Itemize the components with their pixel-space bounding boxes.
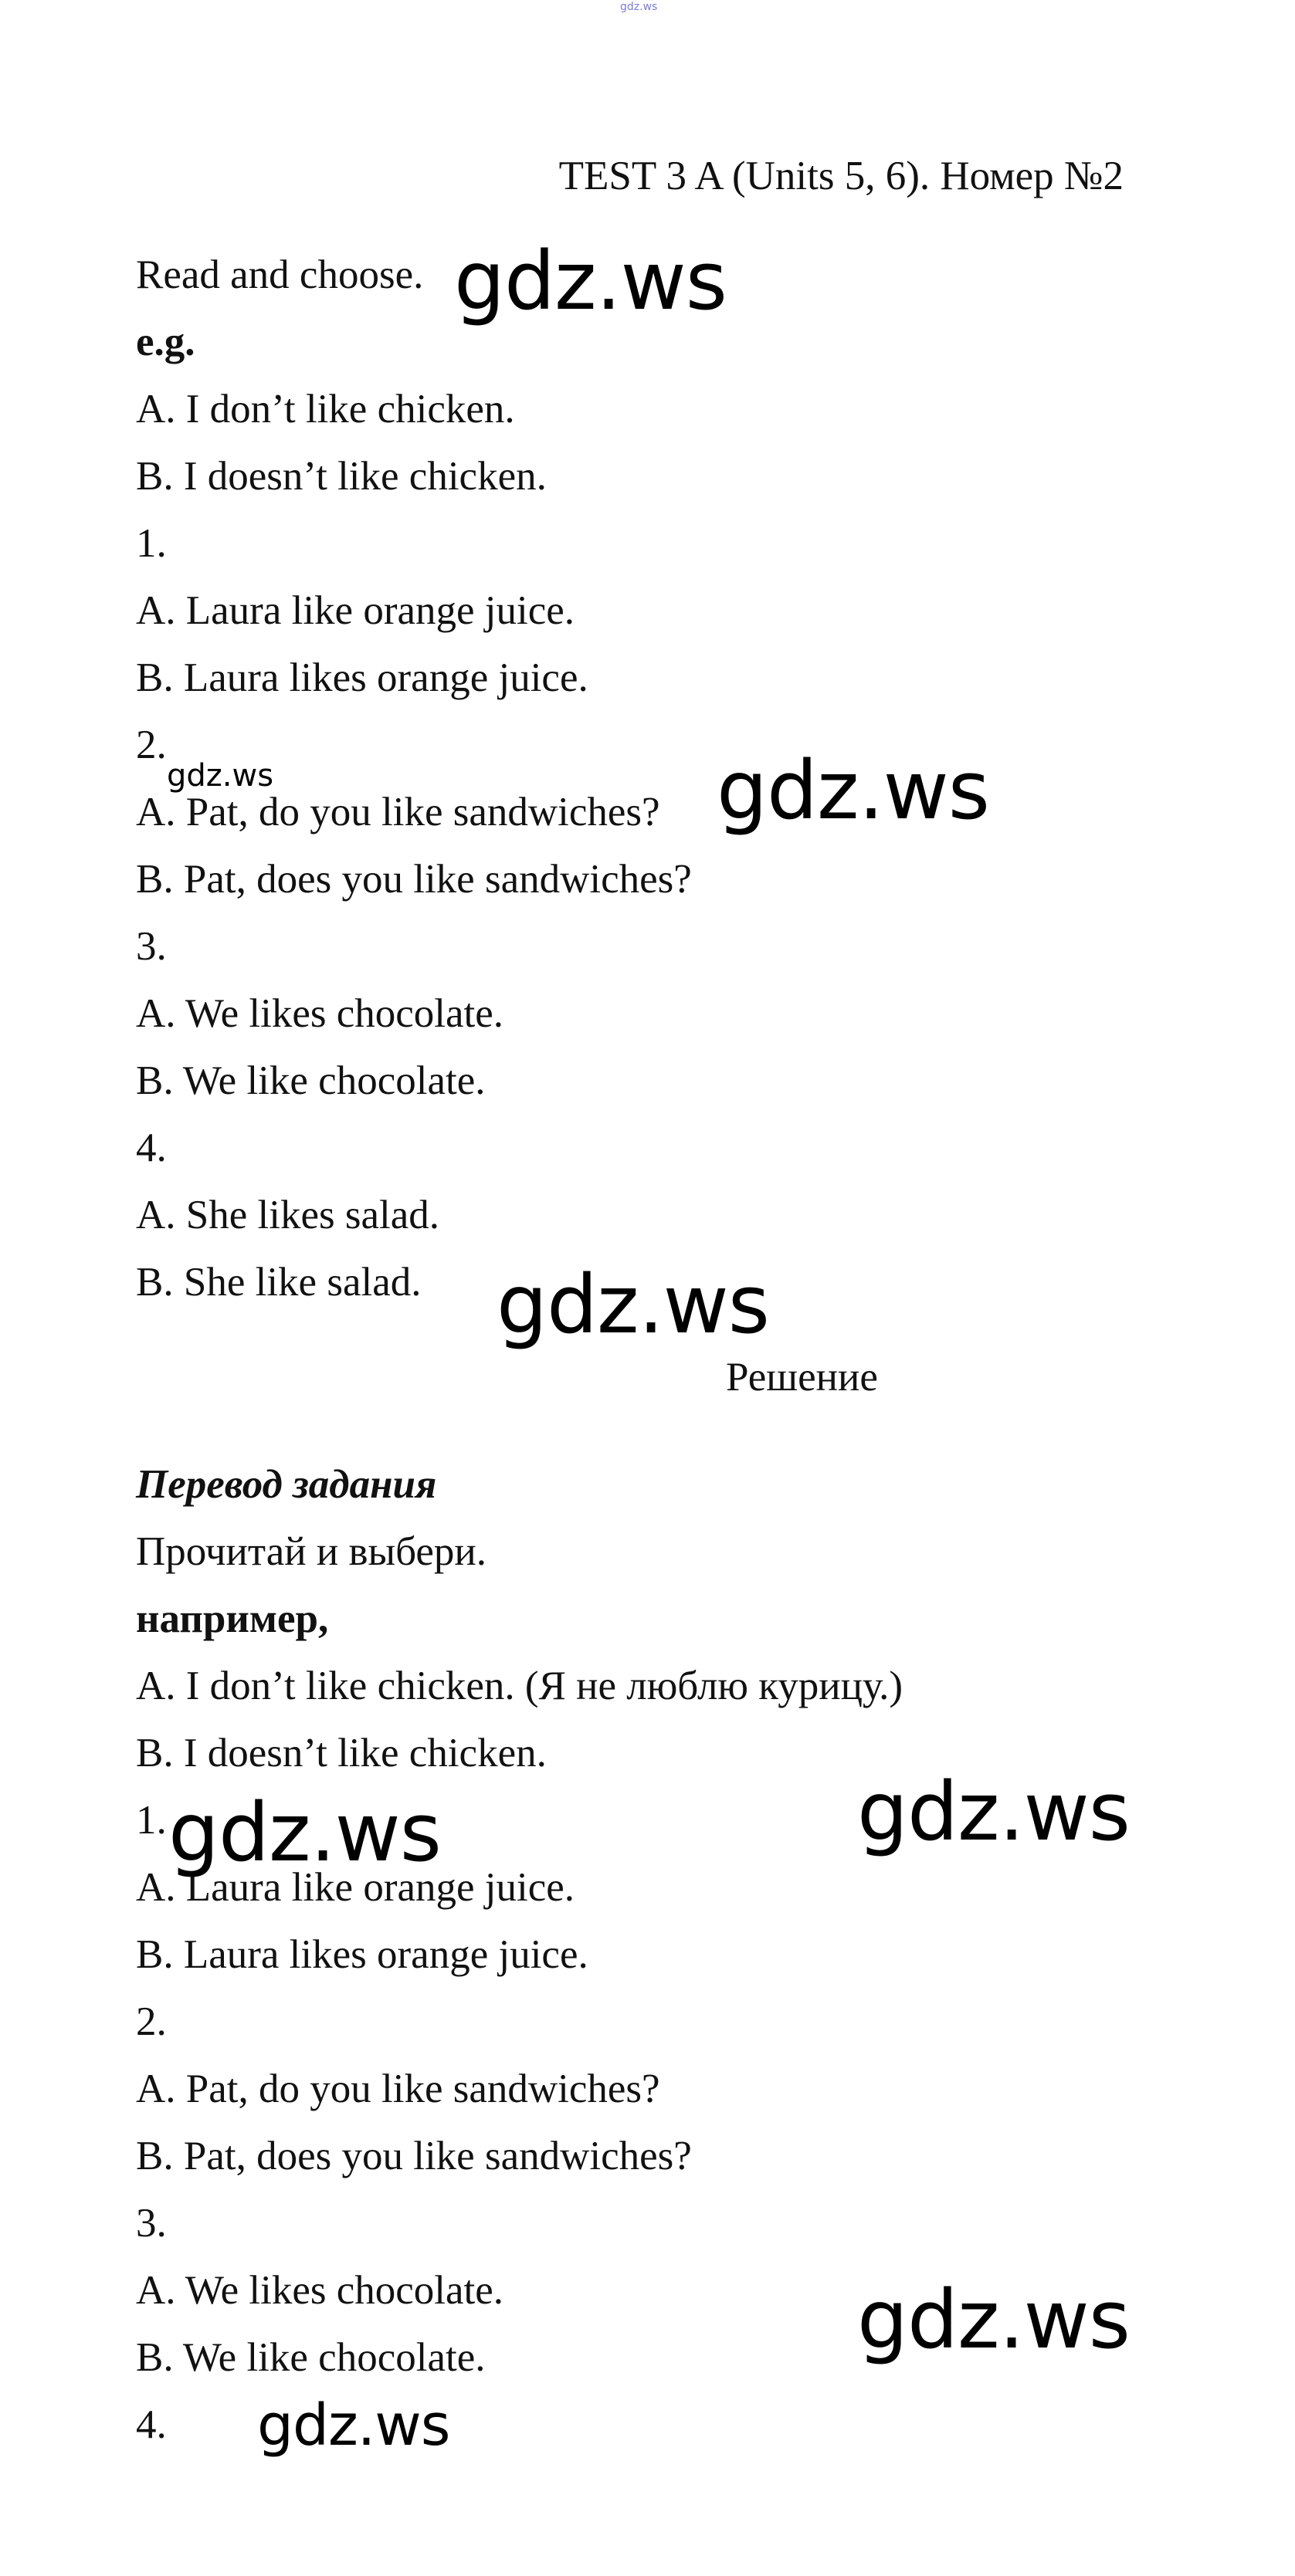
watermark: gdz.ws bbox=[497, 1258, 769, 1352]
watermark: gdz.ws bbox=[857, 1765, 1130, 1859]
task-line: B. Pat, does you like sandwiches? bbox=[136, 857, 692, 902]
watermark: gdz.ws bbox=[717, 743, 989, 838]
watermark: gdz.ws bbox=[857, 2273, 1130, 2367]
solution-heading: Решение bbox=[726, 1355, 878, 1400]
translation-example-label: например, bbox=[136, 1596, 329, 1641]
task-number: 3. bbox=[136, 924, 167, 969]
solution-line: A. Pat, do you like sandwiches? bbox=[136, 2067, 660, 2111]
task-line: A. Laura like orange juice. bbox=[136, 588, 575, 633]
solution-line: B. I doesn’t like chicken. bbox=[136, 1731, 547, 1775]
task-line: A. Pat, do you like sandwiches? bbox=[136, 790, 660, 834]
watermark: gdz.ws bbox=[454, 234, 727, 328]
solution-line: A. We likes chocolate. bbox=[136, 2268, 504, 2313]
solution-number: 3. bbox=[136, 2201, 167, 2246]
page-title: TEST 3 A (Units 5, 6). Номер №2 bbox=[558, 154, 1124, 198]
task-example-label: e.g. bbox=[136, 320, 195, 364]
task-line: A. We likes chocolate. bbox=[136, 991, 504, 1036]
solution-number: 2. bbox=[136, 1999, 167, 2044]
watermark: gdz.ws bbox=[257, 2392, 450, 2459]
solution-line: B. We like chocolate. bbox=[136, 2335, 486, 2380]
translation-heading: Перевод задания bbox=[136, 1462, 437, 1507]
solution-line: B. Pat, does you like sandwiches? bbox=[136, 2134, 692, 2178]
task-line: B. Laura likes orange juice. bbox=[136, 655, 588, 700]
task-line: B. We like chocolate. bbox=[136, 1058, 486, 1103]
solution-number: 1. bbox=[136, 1798, 167, 1843]
task-line: B. I doesn’t like chicken. bbox=[136, 454, 547, 499]
translation-instruction: Прочитай и выбери. bbox=[136, 1529, 487, 1574]
watermark: gdz.ws bbox=[167, 758, 274, 794]
solution-line: A. I don’t like chicken. (Я не люблю курицу.) bbox=[136, 1664, 903, 1708]
task-number: 4. bbox=[136, 1126, 167, 1170]
task-number: 2. bbox=[136, 723, 167, 767]
top-watermark: gdz.ws bbox=[620, 1, 658, 13]
task-line: A. I don’t like chicken. bbox=[136, 387, 515, 432]
task-instruction: Read and choose. bbox=[136, 252, 424, 297]
task-number: 1. bbox=[136, 521, 167, 566]
solution-line: A. Laura like orange juice. bbox=[136, 1865, 575, 1910]
solution-line: B. Laura likes orange juice. bbox=[136, 1932, 588, 1977]
task-line: B. She like salad. bbox=[136, 1260, 422, 1305]
watermark: gdz.ws bbox=[168, 1786, 441, 1880]
solution-number: 4. bbox=[136, 2402, 167, 2447]
task-line: A. She likes salad. bbox=[136, 1193, 440, 1237]
